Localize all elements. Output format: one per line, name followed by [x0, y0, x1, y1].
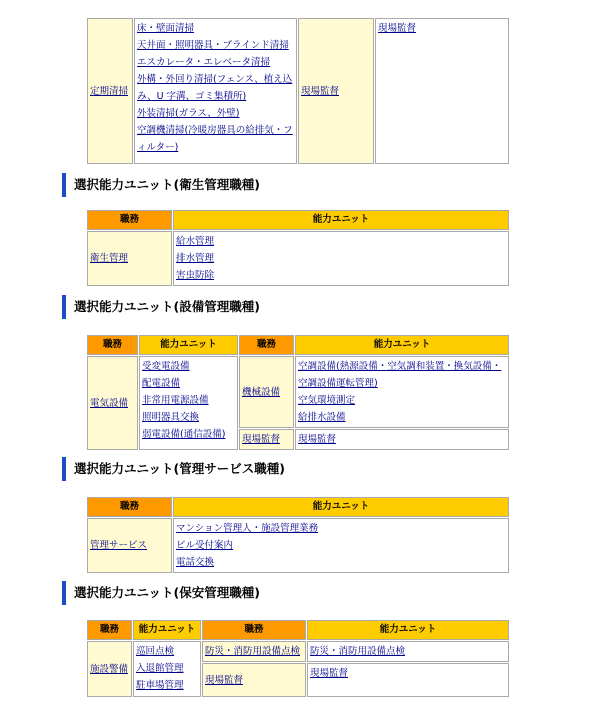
job-cell — [87, 18, 133, 164]
unit-link[interactable]: 入退館管理 — [136, 663, 184, 674]
unit-link[interactable]: 配電設備 — [142, 378, 181, 389]
section-title-eisei: 選択能力ユニット(衛生管理職種) — [62, 173, 482, 197]
header-job: 職務 — [87, 497, 172, 517]
kanri-table — [86, 496, 510, 574]
section-title-hoan: 選択能力ユニット(保安管理職種) — [62, 581, 482, 605]
unit-list-cell — [133, 641, 201, 697]
header-job: 職務 — [87, 335, 138, 355]
job-link-eisei-kanri[interactable]: 衛生管理 — [90, 253, 129, 264]
job-cell — [298, 18, 374, 164]
unit-link[interactable]: マンション管理人・施設管理業務 — [176, 523, 319, 534]
header-unit: 能力ユニット — [133, 620, 201, 640]
unit-list-cell — [173, 518, 509, 573]
unit-list-cell — [295, 429, 509, 450]
job-link-genba-kantoku[interactable]: 現場監督 — [242, 434, 281, 445]
eisei-table — [86, 209, 510, 287]
header-unit: 能力ユニット — [173, 210, 509, 230]
unit-list-cell — [307, 663, 509, 697]
header-job: 職務 — [87, 210, 172, 230]
job-cell — [202, 663, 306, 697]
job-link-kikai-setsubi[interactable]: 機械設備 — [242, 386, 281, 398]
section-title-kanri: 選択能力ユニット(管理サービス職種) — [62, 457, 482, 481]
job-cell — [239, 356, 294, 428]
unit-link[interactable]: 照明器具交換 — [142, 412, 200, 423]
header-unit: 能力ユニット — [307, 620, 509, 640]
unit-link[interactable]: 防災・消防用設備点検 — [310, 646, 406, 657]
unit-link[interactable]: 現場監督 — [298, 434, 337, 445]
job-cell — [87, 356, 138, 450]
hoan-table — [86, 619, 510, 698]
job-cell — [87, 518, 172, 573]
unit-link[interactable]: 空調設備(熱源設備・空気調和装置・換気設備・空調設備運転管理) — [298, 361, 502, 389]
unit-list-cell — [173, 231, 509, 286]
unit-link[interactable]: 給排水設備 — [298, 412, 346, 423]
header-unit: 能力ユニット — [173, 497, 509, 517]
unit-link[interactable]: 駐車場管理 — [136, 680, 184, 691]
unit-link[interactable]: ビル受付案内 — [176, 540, 234, 551]
job-link-kanri-service[interactable]: 管理サービス — [90, 540, 148, 551]
unit-link[interactable]: 外構・外回り清掃(フェンス、植え込み、U 字溝、ゴミ集積所) — [137, 74, 293, 102]
unit-link[interactable]: 巡回点検 — [136, 646, 175, 657]
header-unit: 能力ユニット — [139, 335, 238, 355]
job-cell — [239, 429, 294, 450]
unit-list-cell — [295, 356, 509, 428]
unit-link[interactable]: 現場監督 — [378, 23, 417, 34]
unit-link[interactable]: 受変電設備 — [142, 361, 190, 372]
unit-link[interactable]: 給水管理 — [176, 236, 215, 247]
job-link-shisetsu-keibi[interactable]: 施設警備 — [90, 663, 129, 675]
job-cell — [87, 641, 132, 697]
job-link-teiki-seisou[interactable]: 定期清掃 — [90, 85, 129, 97]
header-job: 職務 — [87, 620, 132, 640]
unit-link[interactable]: 空気環境測定 — [298, 395, 356, 406]
header-unit: 能力ユニット — [295, 335, 509, 355]
unit-link[interactable]: 外装清掃(ガラス、外壁) — [137, 108, 240, 119]
job-link-denki-setsubi[interactable]: 電気設備 — [90, 397, 129, 409]
job-cell — [87, 231, 172, 286]
unit-link[interactable]: 床・壁面清掃 — [137, 23, 195, 34]
job-link-bousai-shoubou[interactable]: 防災・消防用設備点検 — [205, 646, 301, 657]
job-cell — [202, 641, 306, 662]
unit-link[interactable]: 害虫防除 — [176, 270, 215, 281]
setsubi-table — [86, 334, 510, 451]
unit-link[interactable]: 排水管理 — [176, 253, 215, 264]
unit-list-cell — [375, 18, 509, 164]
unit-link[interactable]: 非常用電源設備 — [142, 395, 209, 406]
header-job: 職務 — [202, 620, 306, 640]
job-link-genba-kantoku[interactable]: 現場監督 — [301, 85, 340, 97]
unit-list-cell — [139, 356, 238, 450]
unit-link[interactable]: 現場監督 — [310, 668, 349, 679]
unit-list-cell — [134, 18, 297, 164]
unit-link[interactable]: 弱電設備(通信設備) — [142, 429, 226, 440]
unit-link[interactable]: エスカレータ・エレベータ清掃 — [137, 57, 271, 68]
unit-list-cell — [307, 641, 509, 662]
section-title-setsubi: 選択能力ユニット(設備管理職種) — [62, 295, 482, 319]
cleaning-table — [86, 17, 510, 165]
unit-link[interactable]: 空調機清掃(冷暖房器具の給排気・フィルター) — [137, 125, 293, 153]
job-link-genba-kantoku[interactable]: 現場監督 — [205, 674, 244, 686]
unit-link[interactable]: 天井面・照明器具・ブラインド清掃 — [137, 40, 289, 51]
header-job: 職務 — [239, 335, 294, 355]
unit-link[interactable]: 電話交換 — [176, 557, 215, 568]
